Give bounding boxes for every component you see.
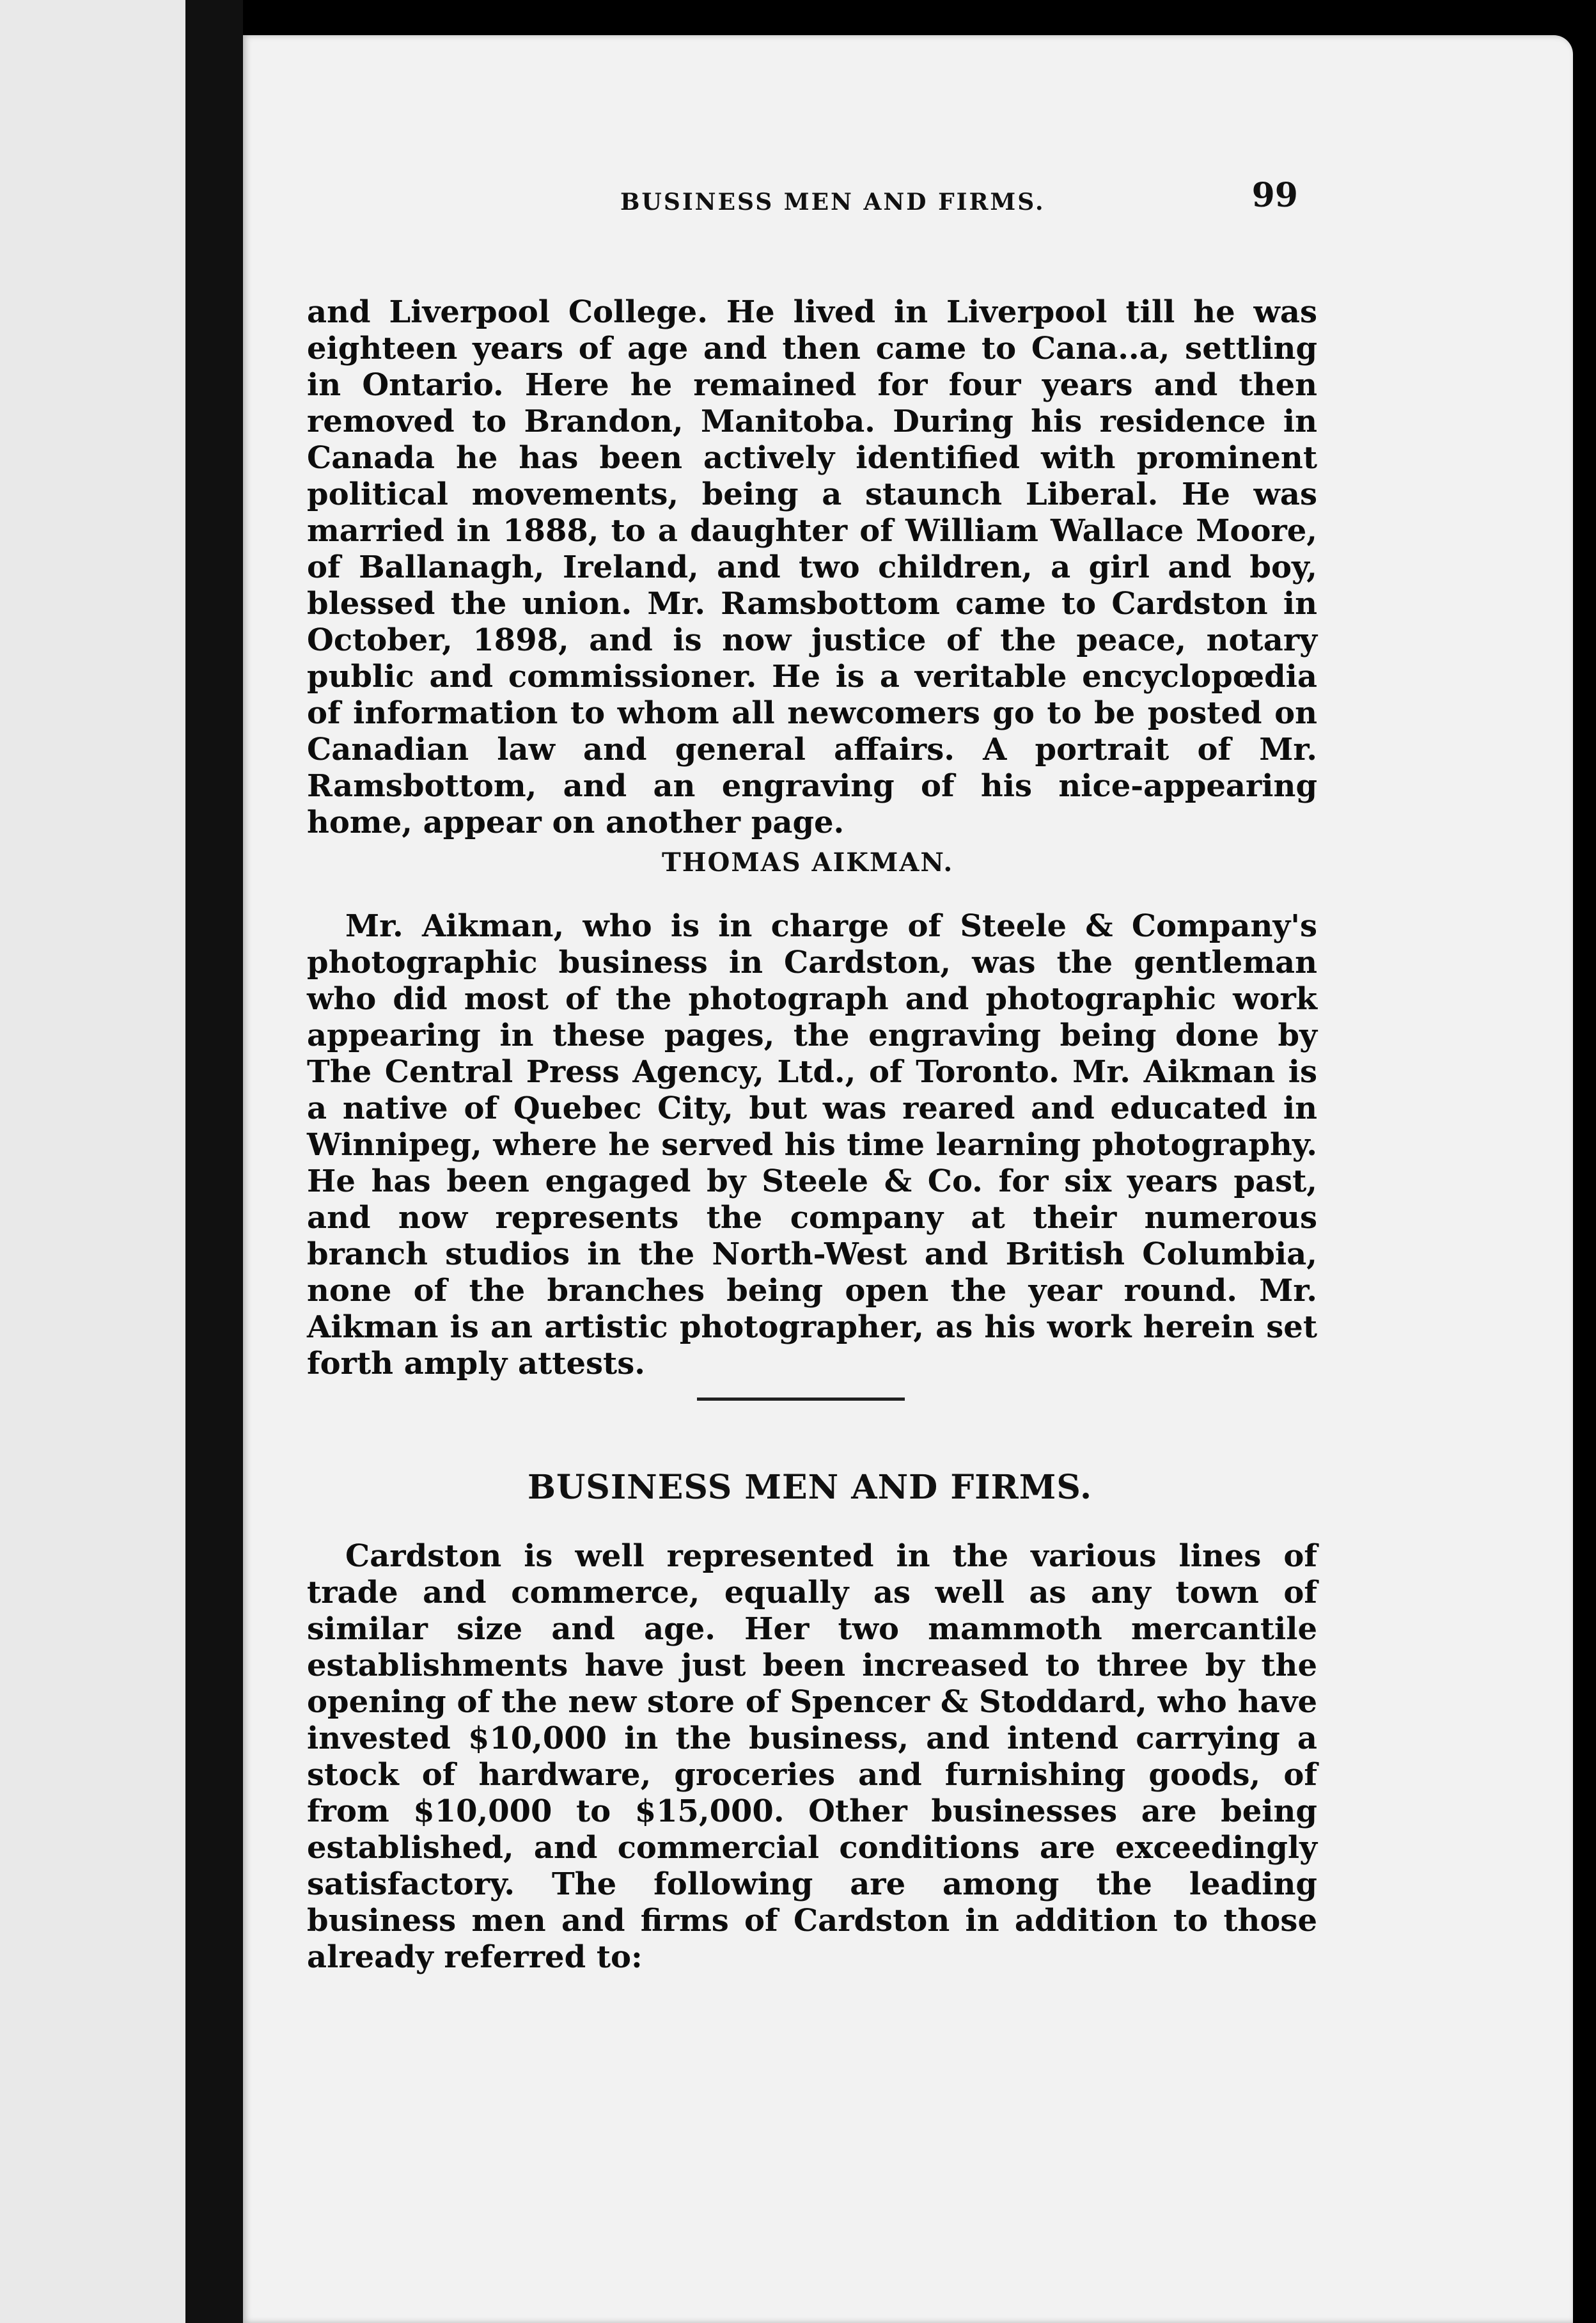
aikman-paragraph [307,908,1317,1382]
paragraph-text: and Liverpool College. He lived in Liverpool till he was eighteen years of age and then came to Cana..a, settling in Ontario. Here he remained for four years and then removed to Brandon, Manitoba. During his residence in Canada he has been actively identified with prominent political movements, being a staunch Liberal. He was married in 1888, to a daughter of William Wallace Moore, of Ballanagh, Ireland, and two children, a girl and boy, blessed the union. Mr. Ramsbottom came to Cardston in October, 1898, and is now justice of the peace, notary public and commissioner. He is a veritable encyclopœdia of information to whom all newcomers go to be posted on Canadian law and general affairs. A portrait of Mr. Ramsbottom, and an engraving of his nice-appearing home, appear on another page. [307,294,1317,840]
business-paragraph [307,1538,1317,1976]
page-number: 99 [1251,176,1298,215]
section-divider [697,1398,905,1401]
book-gutter [185,0,243,2323]
section-heading-business-men: BUSINESS MEN AND FIRMS. [528,1468,1093,1507]
section-heading-thomas-aikman: THOMAS AIKMAN. [662,847,954,878]
paragraph-text: Cardston is well represented in the various lines of trade and commerce, equally as well as any town of similar size and age. Her two mammoth mercantile establishments have just been increased to three by the opening of the new store of Spencer & Stoddard, who have invested $10,000 in the business, and intend carrying a stock of hardware, groceries and furnishing goods, of from $10,000 to $15,000. Other businesses are being established, and commercial conditions are exceedingly satisfactory. The following are among the leading business men and firms of Cardston in addition to those already referred to: [307,1538,1317,1975]
adjacent-page-edge [0,0,185,2323]
running-title: BUSINESS MEN AND FIRMS. [620,189,1045,216]
running-header [384,176,1298,233]
paragraph-text: Mr. Aikman, who is in charge of Steele & Company's photographic business in Cardston, was the gentleman who did most of the photograph and photographic work appearing in these pages, the engraving being done by The Central Press Agency, Ltd., of Toronto. Mr. Aikman is a native of Quebec City, but was reared and educated in Winnipeg, where he served his time learning photography. He has been engaged by Steele & Co. for six years past, and now represents the company at their numerous branch studios in the North-West and British Columbia, none of the branches being open the year round. Mr. Aikman is an artistic photographer, as his work herein set forth amply attests. [307,908,1317,1382]
continued-paragraph [307,294,1317,841]
